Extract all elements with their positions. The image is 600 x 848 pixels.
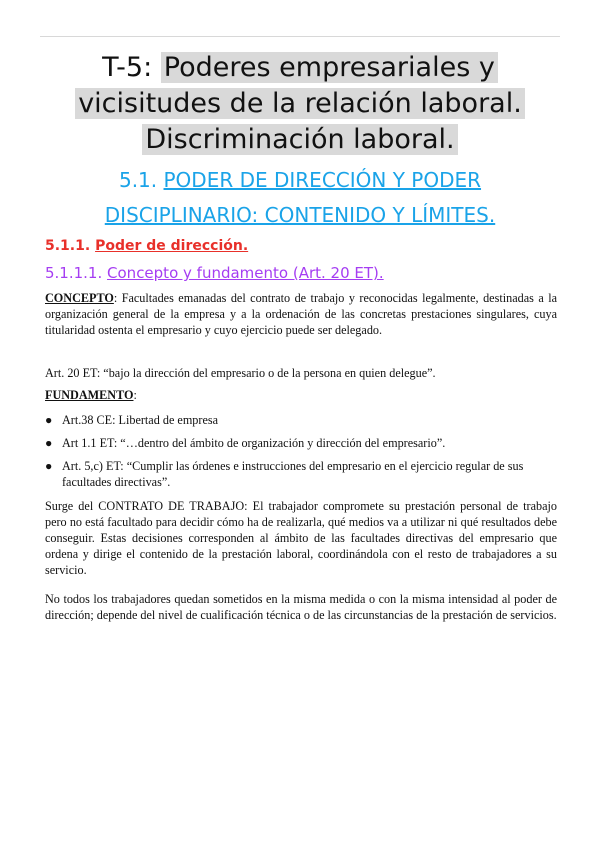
section-title-1: PODER DE DIRECCIÓN Y PODER: [163, 168, 482, 192]
section-heading-line-1: [0, 167, 600, 193]
no-todos-paragraph: No todos los trabajadores quedan sometidos en la misma medida o con la misma intensidad al poder de dirección; depende del nivel de cualificación técnica o de las circunstancias de la prestación de servicios.: [45, 592, 557, 622]
list-item-text: Art 1.1 ET: “…dentro del ámbito de organización y dirección del empresario”.: [62, 436, 446, 450]
subsection-heading: [45, 238, 248, 254]
surge-paragraph: Surge del CONTRATO DE TRABAJO: El trabajador compromete su prestación personal de trabajo pero no está facultado para decidir cómo ha de realizarla, qué medios va a utilizar ni qué resultados debe conseguir. Estas decisiones corresponden al ámbito de las facultades directivas del empresario que ordena y dirige el contenido de la prestación laboral, coordinándola con el resto de trabajadores a su servicio.: [45, 499, 557, 577]
concepto-text: : Facultades emanadas del contrato de trabajo y reconocidas legalmente, destinadas a la organización general de la empresa y a la ordenación de las concretas prestaciones singulares, cuya titularidad ostenta el empresario y cuyo ejercicio puede ser delegado.: [45, 291, 557, 337]
art20-paragraph: Art. 20 ET: “bajo la dirección del empresario o de la persona en quien delegue”.: [45, 366, 436, 380]
fundamento-label: FUNDAMENTO: [45, 388, 134, 402]
concepto-paragraph: [45, 290, 557, 338]
fundamento-heading: [45, 387, 557, 403]
subsection-number: 5.1.1.: [45, 238, 91, 254]
concepto-label: CONCEPTO: [45, 291, 114, 305]
page-title-line-2: [0, 86, 600, 122]
title-highlight-1: Poderes empresariales y: [161, 52, 498, 83]
title-highlight-3: Discriminación laboral.: [142, 124, 457, 155]
subsubsection-title: Concepto y fundamento (Art. 20 ET).: [107, 264, 384, 282]
section-title-2: DISCIPLINARIO: CONTENIDO Y LÍMITES.: [104, 203, 496, 227]
subsubsection-number: 5.1.1.1.: [45, 264, 103, 282]
page-title-line-3: [0, 122, 600, 158]
title-highlight-2: vicisitudes de la relación laboral.: [75, 88, 525, 119]
list-item-text: Art.38 CE: Libertad de empresa: [62, 413, 219, 427]
title-prefix: T-5:: [102, 52, 153, 83]
bullet-icon: ●: [45, 459, 53, 473]
section-heading-line-2: [0, 202, 600, 228]
page-title-line-1: [0, 50, 600, 86]
section-number: 5.1.: [118, 168, 158, 192]
bullet-icon: ●: [45, 413, 53, 427]
subsubsection-heading: [45, 264, 384, 282]
top-divider: [40, 36, 560, 37]
bullet-icon: ●: [45, 436, 53, 450]
subsection-title: Poder de dirección.: [95, 238, 249, 254]
list-item-text: Art. 5,c) ET: “Cumplir las órdenes e instrucciones del empresario en el ejercicio regular de sus facultades directivas”.: [62, 459, 524, 489]
fundamento-colon: :: [133, 388, 137, 402]
